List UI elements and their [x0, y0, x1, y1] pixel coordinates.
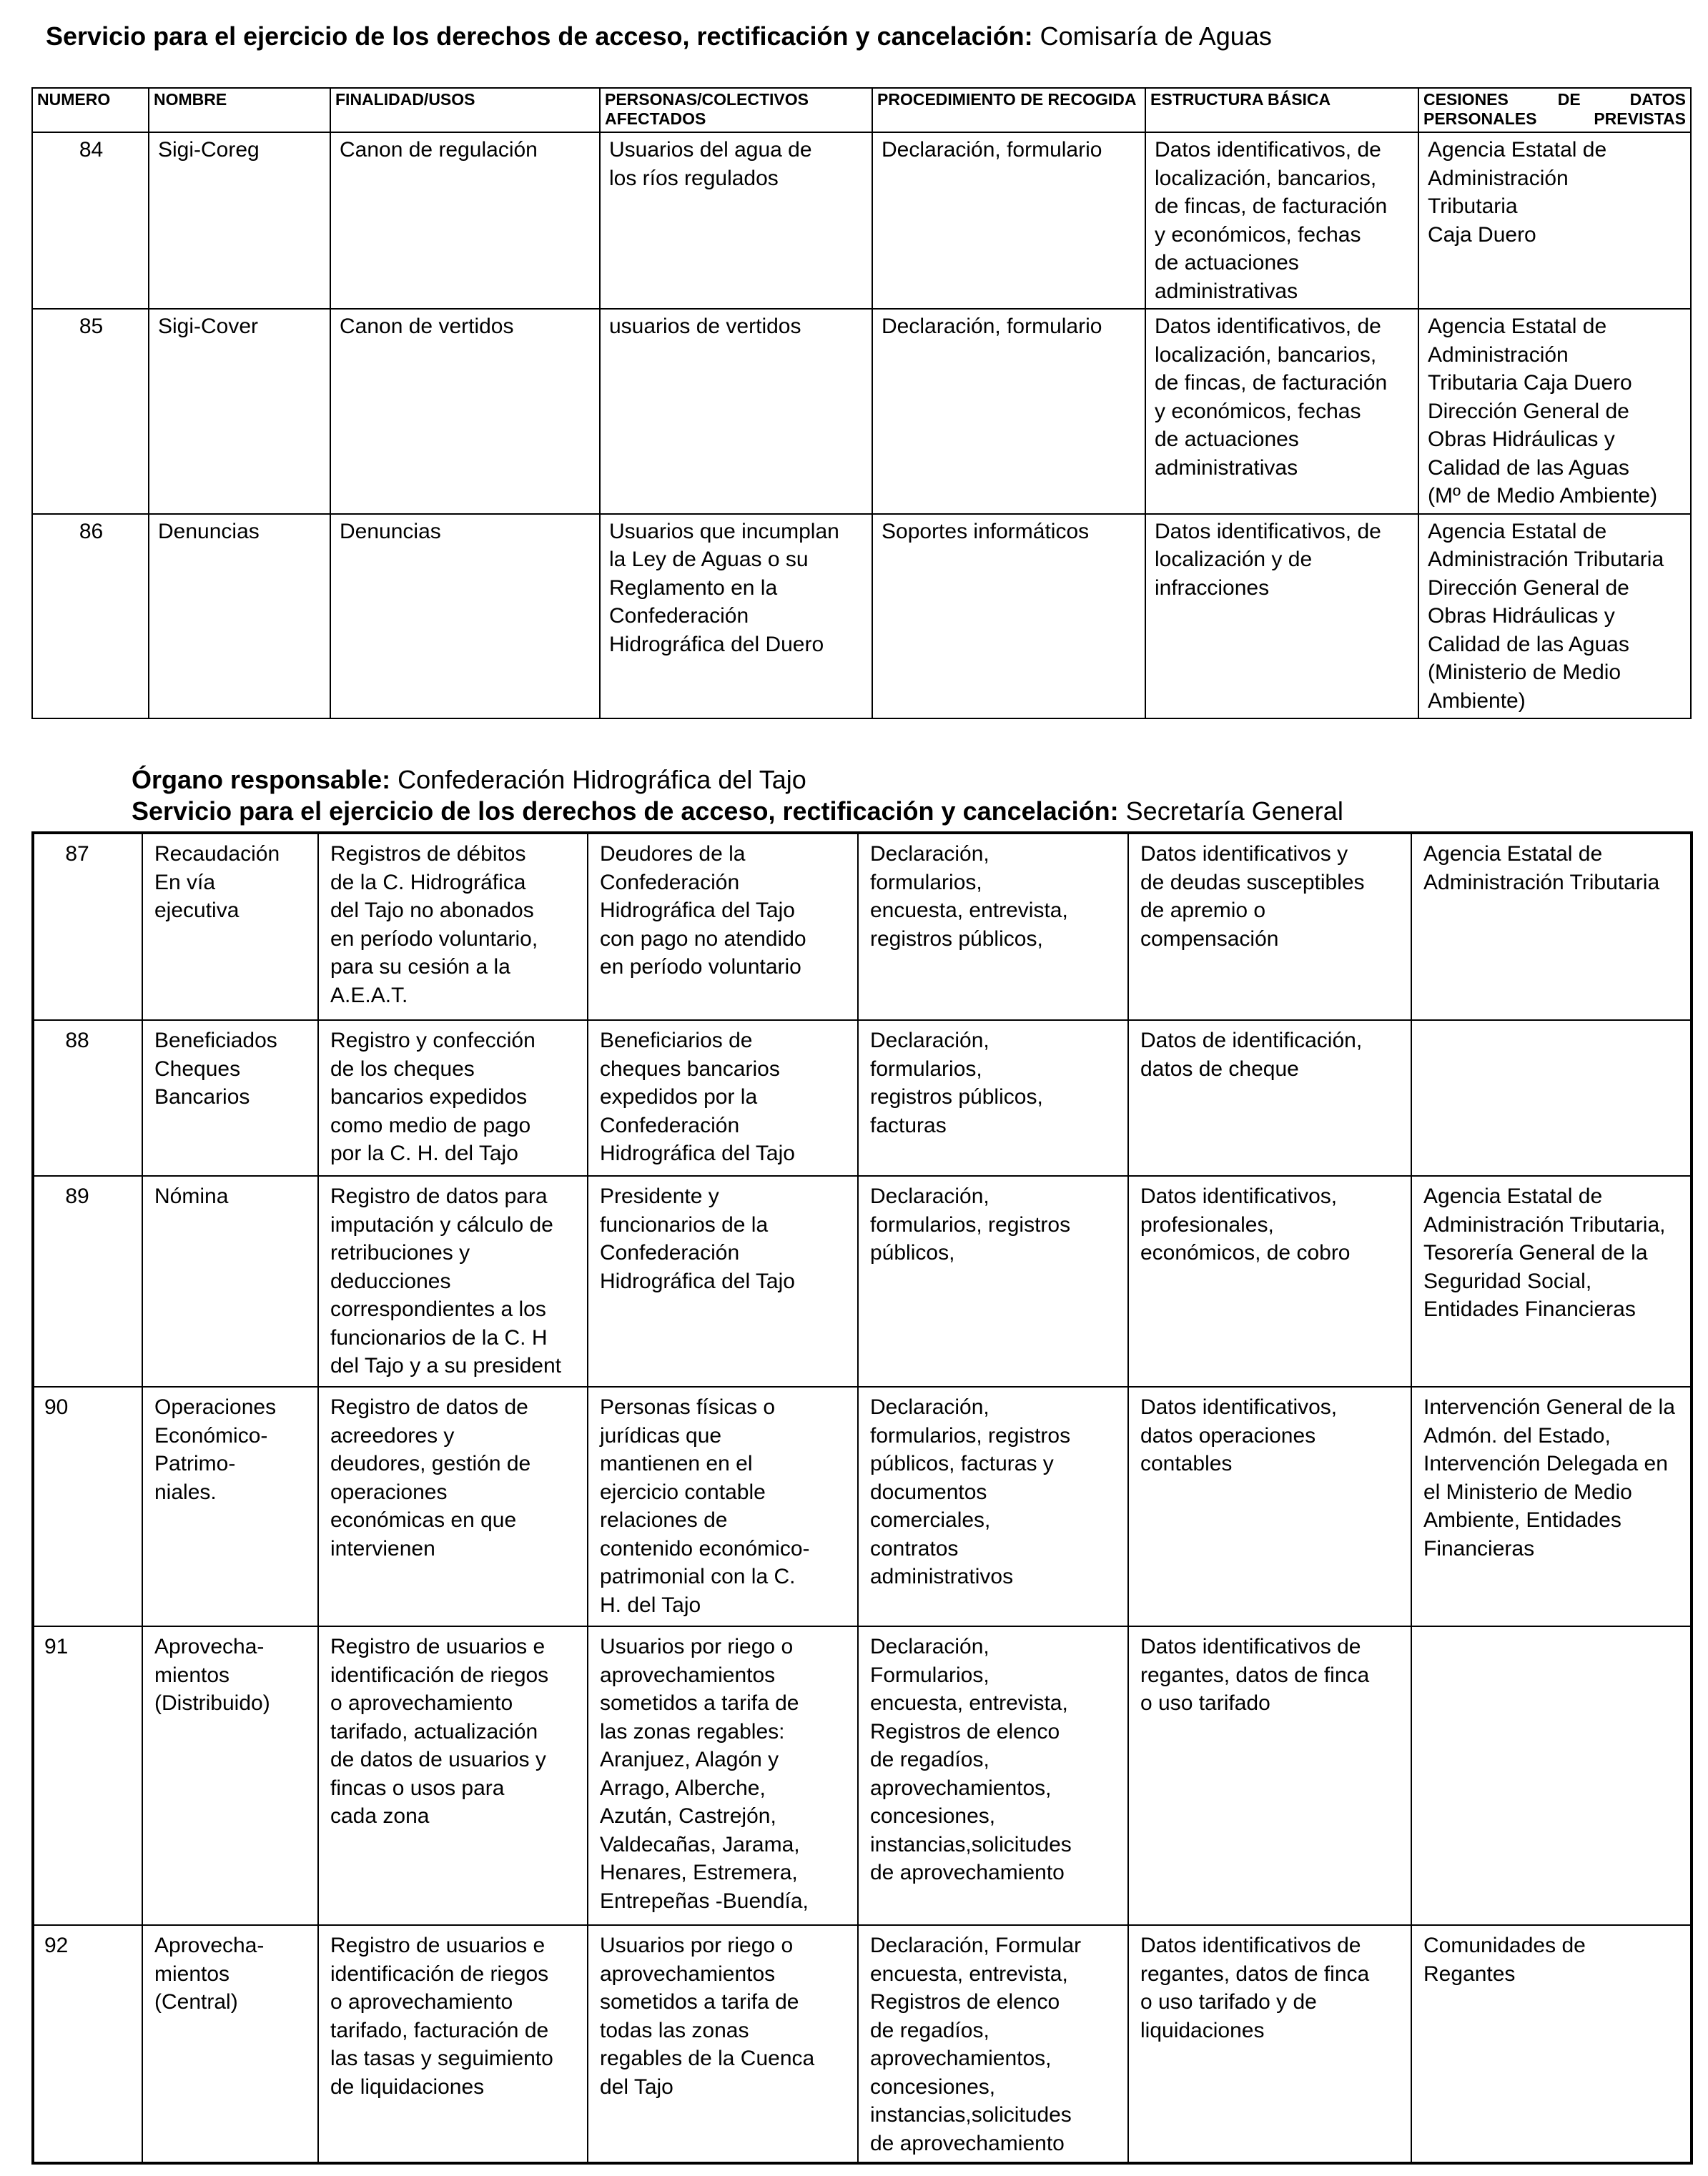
cell-cesiones: Intervención General de la Admón. del Estado, Intervención Delegada en el Ministerio de Medio Ambiente, Entidades Financieras — [1411, 1387, 1692, 1626]
cell-finalidad: Registro de datos de acreedores y deudores, gestión de operaciones económicas en que intervienen — [318, 1387, 588, 1626]
service-heading-value: Comisaría de Aguas — [1032, 21, 1272, 51]
table-header-row — [32, 88, 1691, 132]
cell-numero: 92 — [33, 1925, 142, 2163]
cell-finalidad: Registro de datos para imputación y cálculo de retribuciones y deducciones correspondientes a los funcionarios de la C. H del Tajo y a su president — [318, 1176, 588, 1387]
organo-heading — [132, 765, 806, 795]
header-cesiones: CESIONES DE DATOS PERSONALES PREVISTAS — [1418, 88, 1691, 132]
table-row — [33, 1176, 1692, 1387]
cell-finalidad: Denuncias — [330, 514, 600, 719]
cell-finalidad: Canon de regulación — [330, 132, 600, 309]
cell-personas: usuarios de vertidos — [600, 309, 872, 514]
cell-estructura: Datos de identificación, datos de cheque — [1128, 1020, 1411, 1176]
cell-personas: Presidente y funcionarios de la Confederación Hidrográfica del Tajo — [588, 1176, 858, 1387]
cell-estructura: Datos identificativos, de localización, bancarios, de fincas, de facturación y económicos, fechas de actuaciones administrativas — [1145, 132, 1418, 309]
cell-estructura: Datos identificativos, de localización, bancarios, de fincas, de facturación y económicos, fechas de actuaciones administrativas — [1145, 309, 1418, 514]
cell-nombre: Beneficiados Cheques Bancarios — [142, 1020, 318, 1176]
header-nombre: NOMBRE — [149, 88, 330, 132]
table-row — [33, 833, 1692, 1020]
cell-cesiones: Agencia Estatal de Administración Tributaria — [1411, 833, 1692, 1020]
cell-numero: 90 — [33, 1387, 142, 1626]
records-table-comisaria — [31, 87, 1692, 719]
records-table-tajo — [31, 831, 1693, 2165]
cell-procedimiento: Soportes informáticos — [872, 514, 1145, 719]
cell-personas: Usuarios que incumplan la Ley de Aguas o su Reglamento en la Confederación Hidrográfica del Duero — [600, 514, 872, 719]
cell-personas: Deudores de la Confederación Hidrográfica del Tajo con pago no atendido en período voluntario — [588, 833, 858, 1020]
cell-nombre: Operaciones Económico- Patrimo- niales. — [142, 1387, 318, 1626]
cell-finalidad: Registro de usuarios e identificación de riegos o aprovechamiento tarifado, facturación de las tasas y seguimiento de liquidaciones — [318, 1925, 588, 2163]
cell-estructura: Datos identificativos, datos operaciones contables — [1128, 1387, 1411, 1626]
cell-estructura: Datos identificativos, profesionales, económicos, de cobro — [1128, 1176, 1411, 1387]
table-row — [33, 1387, 1692, 1626]
header-finalidad: FINALIDAD/USOS — [330, 88, 600, 132]
table-row — [32, 309, 1691, 514]
cell-finalidad: Registros de débitos de la C. Hidrográfica del Tajo no abonados en período voluntario, para su cesión a la A.E.A.T. — [318, 833, 588, 1020]
cell-cesiones: Comunidades de Regantes — [1411, 1925, 1692, 2163]
cell-nombre: Sigi-Coreg — [149, 132, 330, 309]
cell-estructura: Datos identificativos de regantes, datos de finca o uso tarifado y de liquidaciones — [1128, 1925, 1411, 2163]
cell-finalidad: Registro de usuarios e identificación de riegos o aprovechamiento tarifado, actualización de datos de usuarios y fincas o usos para cada zona — [318, 1626, 588, 1925]
table-row — [32, 132, 1691, 309]
cell-cesiones — [1411, 1626, 1692, 1925]
service-heading-label: Servicio para el ejercicio de los derechos de acceso, rectificación y cancelación: — [46, 21, 1033, 51]
header-personas: PERSONAS/COLECTIVOS AFECTADOS — [600, 88, 872, 132]
cell-cesiones: Agencia Estatal de Administración Tributaria Caja Duero Dirección General de Obras Hidráulicas y Calidad de las Aguas (Mº de Medio Ambiente) — [1418, 309, 1691, 514]
table-row — [32, 514, 1691, 719]
table-row — [33, 1020, 1692, 1176]
cell-finalidad: Canon de vertidos — [330, 309, 600, 514]
header-numero: NUMERO — [32, 88, 149, 132]
cell-cesiones — [1411, 1020, 1692, 1176]
cell-numero: 89 — [33, 1176, 142, 1387]
cell-estructura: Datos identificativos de regantes, datos de finca o uso tarifado — [1128, 1626, 1411, 1925]
cell-procedimiento: Declaración, Formularios, encuesta, entrevista, Registros de elenco de regadíos, aprovechamientos, concesiones, instancias,solicitudes de aprovechamiento — [858, 1626, 1128, 1925]
cell-numero: 91 — [33, 1626, 142, 1925]
cell-personas: Usuarios del agua de los ríos regulados — [600, 132, 872, 309]
cell-procedimiento: Declaración, formularios, registros públicos, — [858, 1176, 1128, 1387]
cell-nombre: Aprovecha- mientos (Central) — [142, 1925, 318, 2163]
cell-procedimiento: Declaración, Formular encuesta, entrevista, Registros de elenco de regadíos, aprovechamientos, concesiones, instancias,solicitudes de aprovechamiento — [858, 1925, 1128, 2163]
cell-procedimiento: Declaración, formulario — [872, 309, 1145, 514]
cell-numero: 86 — [32, 514, 149, 719]
cell-nombre: Sigi-Cover — [149, 309, 330, 514]
cell-numero: 84 — [32, 132, 149, 309]
cell-procedimiento: Declaración, formularios, registros públicos, facturas — [858, 1020, 1128, 1176]
organo-heading-value: Confederación Hidrográfica del Tajo — [390, 765, 806, 794]
cell-personas: Beneficiarios de cheques bancarios expedidos por la Confederación Hidrográfica del Tajo — [588, 1020, 858, 1176]
header-procedimiento: PROCEDIMIENTO DE RECOGIDA — [872, 88, 1145, 132]
cell-nombre: Recaudación En vía ejecutiva — [142, 833, 318, 1020]
service-heading-secretaria — [132, 796, 1343, 826]
cell-personas: Usuarios por riego o aprovechamientos sometidos a tarifa de las zonas regables: Aranjuez, Alagón y Arrago, Alberche, Azután, Castrejón, Valdecañas, Jarama, Henares, Estremera, Entrepeñas -Buendía, — [588, 1626, 858, 1925]
cell-procedimiento: Declaración, formularios, registros públicos, facturas y documentos comerciales, contratos administrativos — [858, 1387, 1128, 1626]
service-heading-label: Servicio para el ejercicio de los derechos de acceso, rectificación y cancelación: — [132, 796, 1119, 826]
table-row — [33, 1626, 1692, 1925]
cell-numero: 85 — [32, 309, 149, 514]
cell-estructura: Datos identificativos y de deudas susceptibles de apremio o compensación — [1128, 833, 1411, 1020]
cell-nombre: Denuncias — [149, 514, 330, 719]
table-row — [33, 1925, 1692, 2163]
cell-nombre: Nómina — [142, 1176, 318, 1387]
cell-cesiones: Agencia Estatal de Administración Tributaria, Tesorería General de la Seguridad Social, Entidades Financieras — [1411, 1176, 1692, 1387]
cell-nombre: Aprovecha- mientos (Distribuido) — [142, 1626, 318, 1925]
organo-heading-label: Órgano responsable: — [132, 765, 391, 794]
cell-estructura: Datos identificativos, de localización y de infracciones — [1145, 514, 1418, 719]
cell-numero: 88 — [33, 1020, 142, 1176]
header-estructura: ESTRUCTURA BÁSICA — [1145, 88, 1418, 132]
service-heading-value: Secretaría General — [1118, 796, 1343, 826]
cell-procedimiento: Declaración, formulario — [872, 132, 1145, 309]
cell-finalidad: Registro y confección de los cheques bancarios expedidos como medio de pago por la C. H. del Tajo — [318, 1020, 588, 1176]
cell-cesiones: Agencia Estatal de Administración Tributaria Caja Duero — [1418, 132, 1691, 309]
cell-numero: 87 — [33, 833, 142, 1020]
service-heading-comisaria — [46, 21, 1272, 51]
cell-personas: Personas físicas o jurídicas que mantienen en el ejercicio contable relaciones de contenido económico- patrimonial con la C. H. del Tajo — [588, 1387, 858, 1626]
cell-procedimiento: Declaración, formularios, encuesta, entrevista, registros públicos, — [858, 833, 1128, 1020]
cell-cesiones: Agencia Estatal de Administración Tributaria Dirección General de Obras Hidráulicas y Calidad de las Aguas (Ministerio de Medio Ambiente) — [1418, 514, 1691, 719]
cell-personas: Usuarios por riego o aprovechamientos sometidos a tarifa de todas las zonas regables de la Cuenca del Tajo — [588, 1925, 858, 2163]
